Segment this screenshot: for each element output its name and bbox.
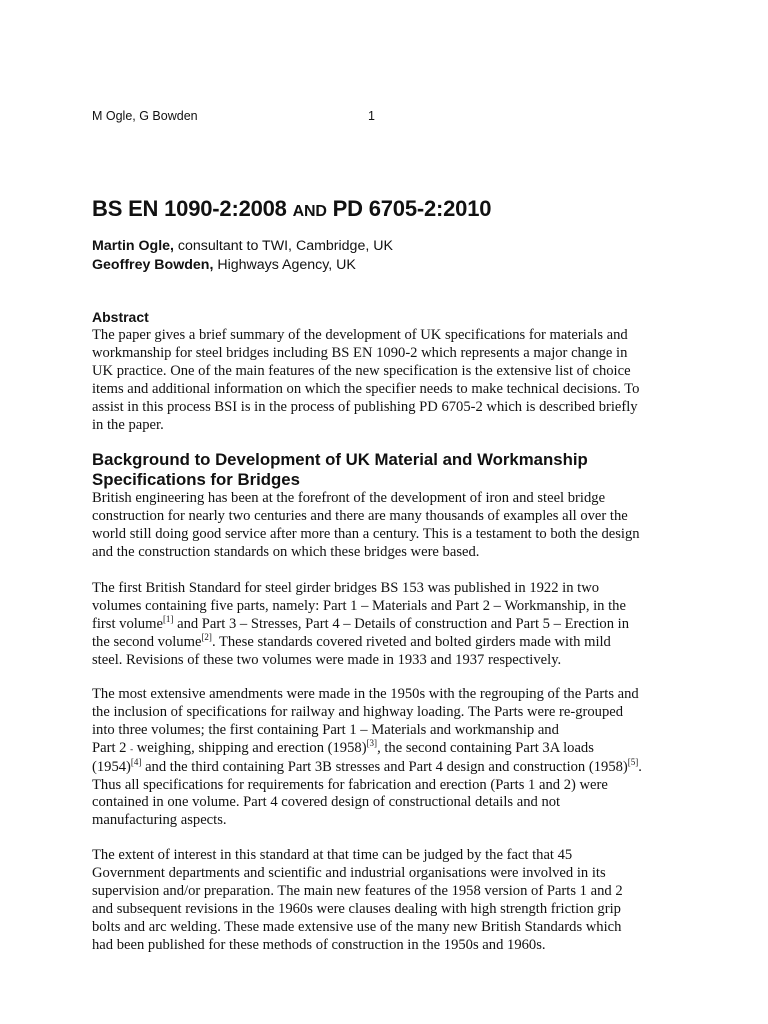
citation-ref: [5]: [627, 756, 639, 767]
text-run: Part 2: [92, 739, 131, 756]
text-run: the second volume: [92, 633, 202, 650]
text-line: [92, 737, 692, 759]
text-run: and Part 3 – Stresses, Part 4 – Details of construction and Part 5 – Erection in: [173, 615, 630, 632]
author-detail: Highways Agency, UK: [213, 257, 356, 273]
title-and: AND: [292, 203, 327, 220]
text-line: The paper gives a brief summary of the development of UK specifications for materials and: [92, 327, 628, 343]
author-detail: consultant to TWI, Cambridge, UK: [173, 238, 393, 254]
text-line: the inclusion of specifications for railway and highway loading. The Parts were re-grouped: [92, 703, 624, 720]
text-line: and the construction standards on which these bridges were based.: [92, 543, 480, 560]
page-number: 1: [368, 109, 375, 123]
paragraph: [92, 847, 692, 954]
text-line: Thus all specifications for requirements for fabrication and erection (Parts 1 and 2) were: [92, 776, 608, 793]
text-line: [92, 756, 692, 777]
text-line: items and additional information on which the specifier needs to make technical decisions. To: [92, 380, 640, 397]
text-run: , the second containing Part 3A loads: [377, 739, 594, 756]
text-line: and subsequent revisions in the 1960s were clauses dealing with high strength friction grip: [92, 900, 621, 917]
text-line: manufacturing aspects.: [92, 812, 227, 829]
text-line: steel. Revisions of these two volumes were made in 1933 and 1937 respectively.: [92, 651, 562, 668]
text-run: weighing, shipping and erection (1958): [133, 739, 367, 756]
citation-ref: [4]: [130, 756, 142, 767]
abstract-text: [92, 327, 692, 434]
section-heading: [92, 450, 712, 490]
text-run: .: [638, 758, 642, 775]
author-affiliation: [92, 238, 393, 254]
text-line: construction for nearly two centuries and there are many thousands of examples all over the: [92, 507, 628, 524]
paragraph: [92, 686, 692, 830]
text-line: contained in one volume. Part 4 covered design of constructional details and not: [92, 794, 561, 811]
text-line: into three volumes; the first containing Part 1 – Materials and workmanship and: [92, 721, 559, 738]
text-line: Government departments and scientific and industrial organisations were involved in its: [92, 864, 606, 881]
citation-ref: [2]: [201, 631, 212, 642]
section-heading-line: Background to Development of UK Material and Workmanship: [92, 450, 588, 469]
text-run: . These standards covered riveted and bolted girders made with mild: [211, 633, 611, 650]
text-line: UK practice. One of the main features of the new specification is the extensive list of choice: [92, 362, 631, 379]
paragraph: [92, 490, 692, 562]
text-run: -: [130, 743, 134, 754]
text-line: had been published for these methods of construction in the 1950s and 1960s.: [92, 936, 546, 953]
text-line: The extent of interest in this standard at that time can be judged by the fact that 45: [92, 847, 573, 863]
abstract-heading: Abstract: [92, 309, 149, 325]
paragraph: [92, 580, 692, 670]
title-part1: BS EN 1090-2:2008: [92, 196, 287, 221]
citation-ref: [1]: [162, 613, 174, 624]
text-line: bolts and arc welding. These made extensive use of the many new British Standards which: [92, 918, 622, 935]
text-line: supervision and/or preparation. The main new features of the 1958 version of Parts 1 and 2: [92, 882, 623, 899]
author-affiliation: [92, 257, 356, 273]
text-line: volumes containing five parts, namely: Part 1 – Materials and Part 2 – Workmanship, in the: [92, 597, 626, 614]
author-name: Martin Ogle,: [92, 238, 174, 254]
text-line: workmanship for steel bridges including BS EN 1090-2 which represents a major change in: [92, 344, 628, 361]
text-line: [92, 613, 692, 634]
text-line: world still doing good service after more than a century. This is a testament to both the design: [92, 525, 640, 542]
title-part2: PD 6705-2:2010: [332, 196, 492, 221]
text-line: The first British Standard for steel girder bridges BS 153 was published in 1922 in two: [92, 580, 600, 596]
text-line: assist in this process BSI is in the process of publishing PD 6705-2 which is described briefly: [92, 398, 638, 415]
paper-title: [92, 196, 491, 222]
header-authors: M Ogle, G Bowden: [92, 109, 198, 123]
text-run: (1954): [92, 758, 131, 775]
text-run: first volume: [92, 615, 163, 632]
author-name: Geoffrey Bowden,: [92, 257, 214, 273]
citation-ref: [3]: [366, 737, 378, 748]
text-run: and the third containing Part 3B stresses and Part 4 design and construction (1958): [141, 758, 628, 775]
text-line: The most extensive amendments were made in the 1950s with the regrouping of the Parts and: [92, 686, 639, 702]
text-line: British engineering has been at the forefront of the development of iron and steel bridge: [92, 490, 606, 506]
text-line: [92, 631, 692, 652]
section-heading-line: Specifications for Bridges: [92, 470, 300, 489]
text-line: in the paper.: [92, 416, 164, 433]
